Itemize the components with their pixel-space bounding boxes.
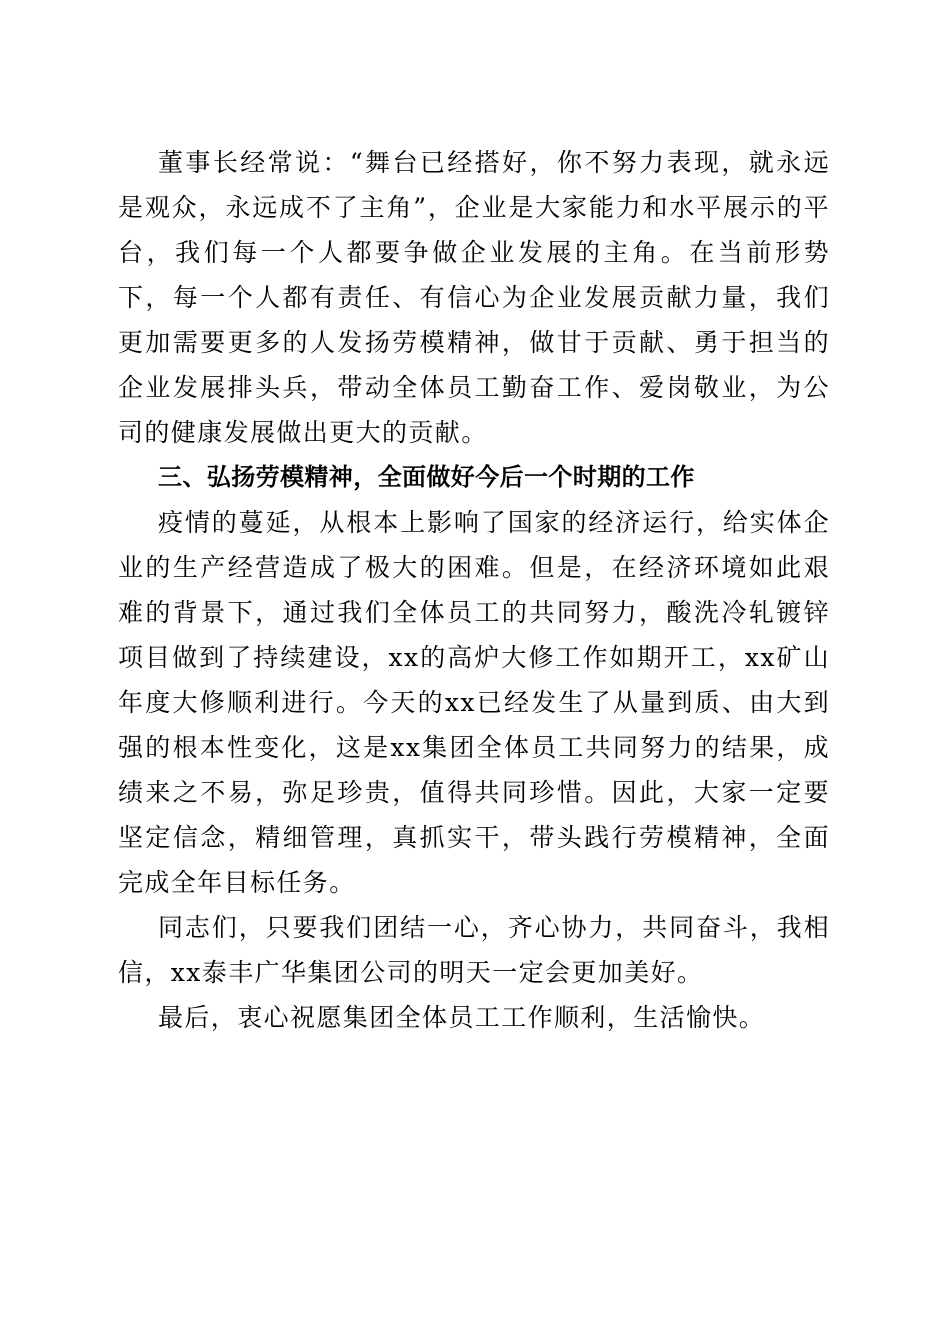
section-heading-3: 三、弘扬劳模精神，全面做好今后一个时期的工作 xyxy=(158,463,695,491)
document-body xyxy=(118,140,830,1040)
body-paragraph-4: 最后，衷心祝愿集团全体员工工作顺利，生活愉快。 xyxy=(158,1003,766,1032)
body-paragraph-3: 同志们，只要我们团结一心，齐心协力，共同奋斗，我相信，xx泰丰广华集团公司的明天一定会更加美好。 xyxy=(118,913,830,987)
body-paragraph-1: 董事长经常说：“舞台已经搭好，你不努力表现，就永远是观众，永远成不了主角”，企业是大家能力和水平展示的平台，我们每一个人都要争做企业发展的主角。在当前形势下，每一个人都有责任、有信心为企业发展贡献力量，我们更加需要更多的人发扬劳模精神，做甘于贡献、勇于担当的企业发展排头兵，带动全体员工勤奋工作、爱岗敬业，为公司的健康发展做出更大的贡献。 xyxy=(118,148,830,447)
body-paragraph-2: 疫情的蔓延，从根本上影响了国家的经济运行，给实体企业的生产经营造成了极大的困难。但是，在经济环境如此艰难的背景下，通过我们全体员工的共同努力，酸洗冷轧镀锌项目做到了持续建设，xx的高炉大修工作如期开工，xx矿山年度大修顺利进行。今天的xx已经发生了从量到质、由大到强的根本性变化，这是xx集团全体员工共同努力的结果，成绩来之不易，弥足珍贵，值得共同珍惜。因此，大家一定要坚定信念，精细管理，真抓实干，带头践行劳模精神，全面完成全年目标任务。 xyxy=(118,508,830,897)
